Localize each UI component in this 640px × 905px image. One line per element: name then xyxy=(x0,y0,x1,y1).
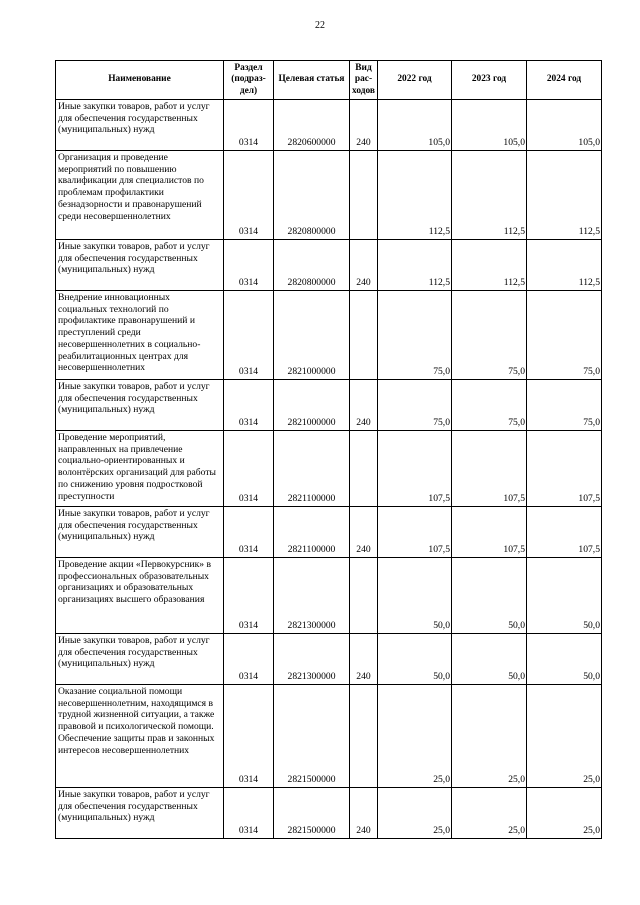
table-row xyxy=(56,380,602,431)
cell-2022: 50,0 xyxy=(378,634,452,685)
cell-name: Иные закупки товаров, работ и услуг для обеспечения государственных (муниципальных) нужд xyxy=(56,507,224,558)
cell-type: 240 xyxy=(350,788,378,839)
cell-2023: 75,0 xyxy=(452,291,527,380)
cell-target: 2820600000 xyxy=(274,100,350,151)
cell-2022: 105,0 xyxy=(378,100,452,151)
cell-2023: 25,0 xyxy=(452,685,527,788)
cell-2023: 50,0 xyxy=(452,558,527,634)
table-row xyxy=(56,788,602,839)
header-target: Целевая статья xyxy=(274,61,350,100)
cell-name: Иные закупки товаров, работ и услуг для обеспечения государственных (муниципальных) нужд xyxy=(56,634,224,685)
table-row xyxy=(56,634,602,685)
cell-2022: 112,5 xyxy=(378,151,452,240)
cell-name: Иные закупки товаров, работ и услуг для обеспечения государственных (муниципальных) нужд xyxy=(56,100,224,151)
cell-2023: 25,0 xyxy=(452,788,527,839)
cell-2023: 107,5 xyxy=(452,431,527,507)
cell-name: Проведение мероприятий, направленных на привлечение социально-ориентированных и волонтёрских организаций для работы по снижению уровня подростковой преступности xyxy=(56,431,224,507)
cell-name: Внедрение инновационных социальных технологий по профилактике правонарушений и преступлений среди несовершеннолетних в социально-реабилитационных центрах для несовершеннолетних xyxy=(56,291,224,380)
cell-2023: 105,0 xyxy=(452,100,527,151)
cell-type xyxy=(350,685,378,788)
cell-2024: 112,5 xyxy=(527,151,602,240)
cell-name: Проведение акции «Первокурсник» в профессиональных образовательных организациях и образовательных организациях высшего образования xyxy=(56,558,224,634)
cell-2024: 112,5 xyxy=(527,240,602,291)
cell-target: 2821100000 xyxy=(274,431,350,507)
cell-section: 0314 xyxy=(224,100,274,151)
cell-2024: 105,0 xyxy=(527,100,602,151)
cell-2023: 112,5 xyxy=(452,240,527,291)
cell-2024: 75,0 xyxy=(527,380,602,431)
table-header-row xyxy=(56,61,602,100)
cell-target: 2821000000 xyxy=(274,380,350,431)
cell-target: 2821500000 xyxy=(274,788,350,839)
cell-2022: 107,5 xyxy=(378,431,452,507)
cell-2023: 50,0 xyxy=(452,634,527,685)
header-type: Вид рас-ходов xyxy=(350,61,378,100)
page-number: 22 xyxy=(315,20,325,31)
cell-section: 0314 xyxy=(224,685,274,788)
table-row xyxy=(56,431,602,507)
cell-name: Иные закупки товаров, работ и услуг для обеспечения государственных (муниципальных) нужд xyxy=(56,380,224,431)
cell-2024: 75,0 xyxy=(527,291,602,380)
table-row xyxy=(56,507,602,558)
cell-2024: 25,0 xyxy=(527,788,602,839)
cell-type: 240 xyxy=(350,100,378,151)
budget-table xyxy=(55,60,602,839)
cell-section: 0314 xyxy=(224,240,274,291)
cell-name: Организация и проведение мероприятий по повышению квалификации для специалистов по проблемам профилактики безнадзорности и правонарушений среди несовершеннолетних xyxy=(56,151,224,240)
cell-type: 240 xyxy=(350,240,378,291)
cell-section: 0314 xyxy=(224,291,274,380)
cell-type: 240 xyxy=(350,634,378,685)
cell-section: 0314 xyxy=(224,788,274,839)
table-row xyxy=(56,685,602,788)
cell-type xyxy=(350,291,378,380)
cell-target: 2820800000 xyxy=(274,240,350,291)
header-2024: 2024 год xyxy=(527,61,602,100)
cell-2024: 25,0 xyxy=(527,685,602,788)
cell-section: 0314 xyxy=(224,151,274,240)
cell-target: 2821300000 xyxy=(274,634,350,685)
cell-2023: 75,0 xyxy=(452,380,527,431)
cell-type xyxy=(350,558,378,634)
cell-2022: 75,0 xyxy=(378,291,452,380)
cell-2023: 107,5 xyxy=(452,507,527,558)
cell-type xyxy=(350,431,378,507)
cell-section: 0314 xyxy=(224,380,274,431)
cell-section: 0314 xyxy=(224,634,274,685)
table-row xyxy=(56,151,602,240)
table-row xyxy=(56,291,602,380)
cell-2022: 107,5 xyxy=(378,507,452,558)
cell-name: Иные закупки товаров, работ и услуг для обеспечения государственных (муниципальных) нужд xyxy=(56,240,224,291)
header-section: Раздел (подраз-дел) xyxy=(224,61,274,100)
cell-2024: 107,5 xyxy=(527,431,602,507)
cell-name: Иные закупки товаров, работ и услуг для обеспечения государственных (муниципальных) нужд xyxy=(56,788,224,839)
cell-2022: 25,0 xyxy=(378,685,452,788)
cell-target: 2821000000 xyxy=(274,291,350,380)
header-2023: 2023 год xyxy=(452,61,527,100)
cell-2022: 50,0 xyxy=(378,558,452,634)
table-row xyxy=(56,100,602,151)
header-2022: 2022 год xyxy=(378,61,452,100)
cell-2024: 107,5 xyxy=(527,507,602,558)
cell-2022: 25,0 xyxy=(378,788,452,839)
table-row xyxy=(56,240,602,291)
cell-name: Оказание социальной помощи несовершеннолетним, находящимся в трудной жизненной ситуации, а также правовой и психологической помощи. Обеспечение защиты прав и законных интересов несовершеннолетних xyxy=(56,685,224,788)
table-row xyxy=(56,558,602,634)
cell-target: 2820800000 xyxy=(274,151,350,240)
cell-2023: 112,5 xyxy=(452,151,527,240)
cell-type: 240 xyxy=(350,380,378,431)
cell-type: 240 xyxy=(350,507,378,558)
cell-2022: 75,0 xyxy=(378,380,452,431)
cell-2024: 50,0 xyxy=(527,558,602,634)
cell-target: 2821500000 xyxy=(274,685,350,788)
header-name: Наименование xyxy=(56,61,224,100)
cell-target: 2821300000 xyxy=(274,558,350,634)
cell-2024: 50,0 xyxy=(527,634,602,685)
cell-section: 0314 xyxy=(224,507,274,558)
cell-section: 0314 xyxy=(224,431,274,507)
cell-target: 2821100000 xyxy=(274,507,350,558)
cell-2022: 112,5 xyxy=(378,240,452,291)
cell-section: 0314 xyxy=(224,558,274,634)
cell-type xyxy=(350,151,378,240)
